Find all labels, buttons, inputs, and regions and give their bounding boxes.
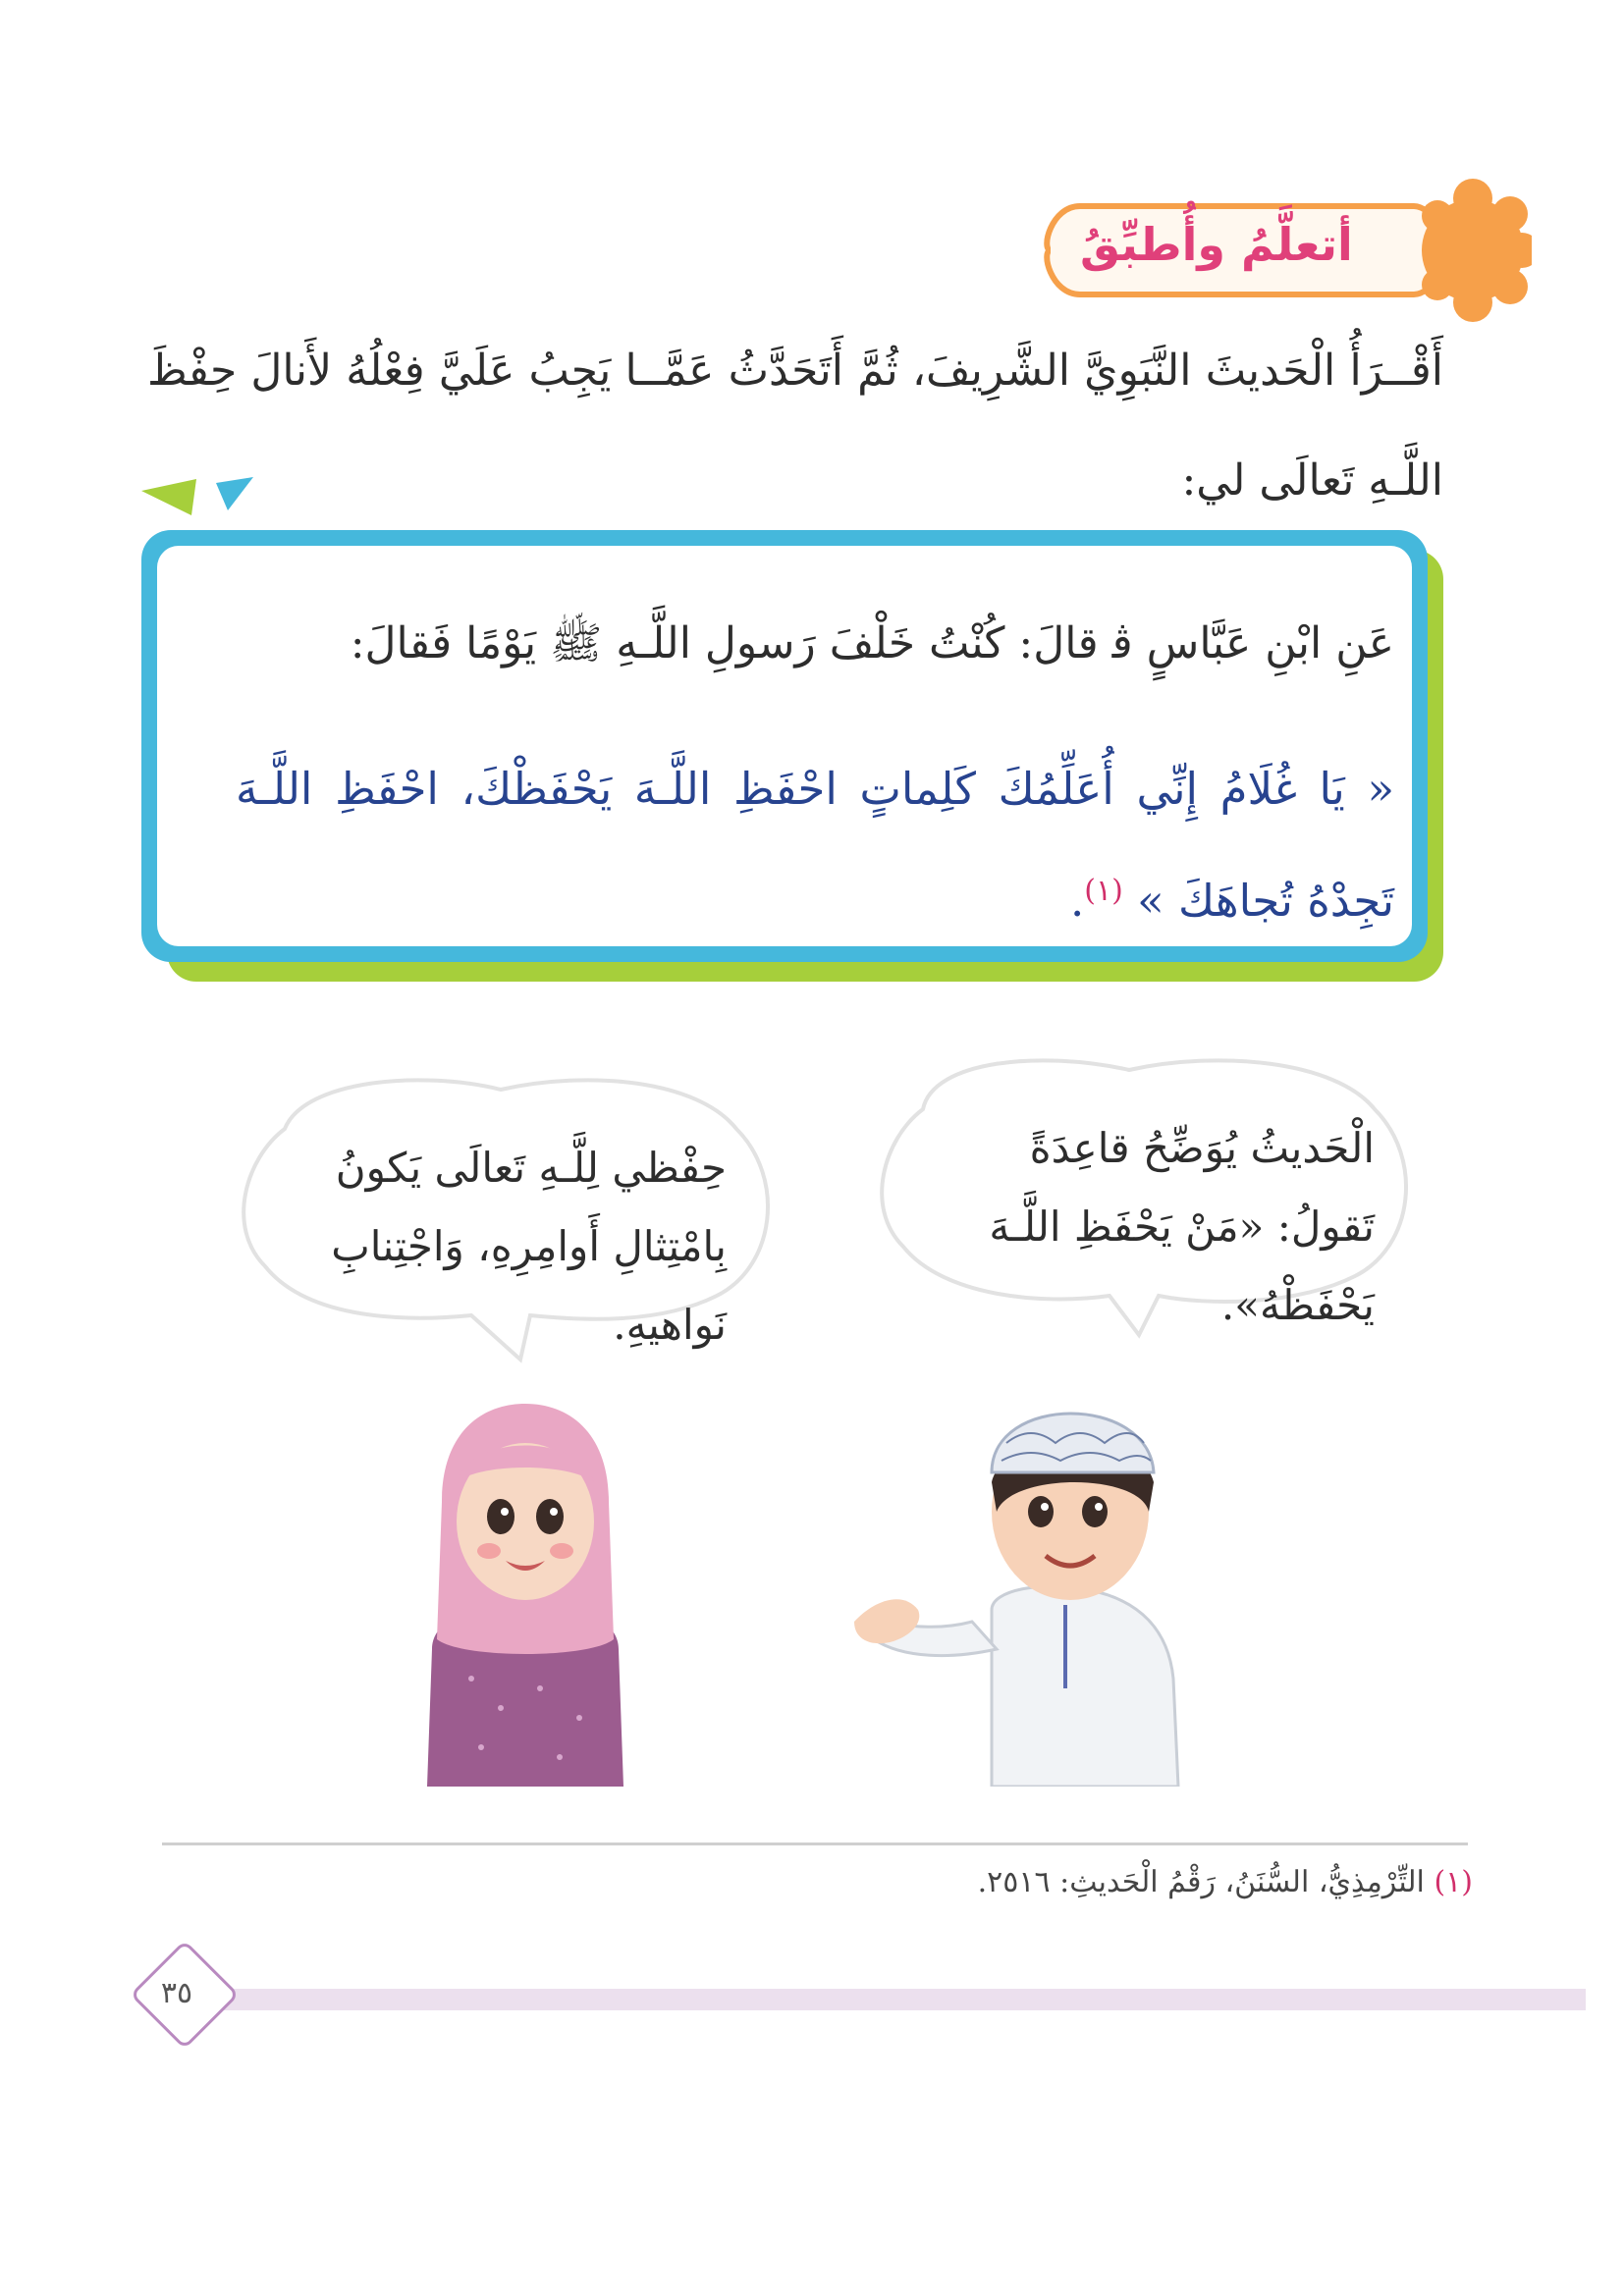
hadith-end-mark: . <box>1069 875 1085 927</box>
blue-flag-decoration <box>216 477 253 510</box>
hadith-text <box>236 738 1394 952</box>
footnote-source: التِّرْمِذِيُّ، السُّنَنُ، رَقْمُ الْحَديثِ: ٢٥١٦. <box>977 1865 1425 1899</box>
boy-speech-text: الْحَديثُ يُوَضِّحُ قاعِدَةً تَقولُ: «مَنْ يَحْفَظِ اللَّـهَ يَحْفَظْهُ». <box>989 1124 1375 1329</box>
page-number: ٣٥ <box>160 1975 193 2010</box>
footnote-number: (١) <box>1434 1865 1473 1899</box>
girl-illustration <box>412 1394 638 1787</box>
hadith-quote: « يَا غُلَامُ إِنِّي أُعَلِّمُكَ كَلِماتٍ احْفَظِ اللَّـهَ يَحْفَظْكَ، احْفَظِ اللَّـهَ تَجِدْهُ تُجاهَكَ » <box>236 763 1394 927</box>
girl-speech-text: حِفْظي لِلَّـهِ تَعالَى يَكونُ بِامْتِثالِ أَوامِرِهِ، وَاجْتِنابِ نَواهيهِ. <box>331 1144 727 1349</box>
instruction-text: أَقْــرَأُ الْحَديثَ النَّبَوِيَّ الشَّرِيفَ، ثُمَّ أَتَحَدَّثُ عَمَّــا يَجِبُ عَلَيَّ فِعْلُهُ لأَنالَ حِفْظَ اللَّـهِ تَعالَى لي: <box>147 346 1443 506</box>
footnote-divider <box>162 1842 1468 1845</box>
hadith-narration: عَنِ ابْنِ عَبَّاسٍ ﭬ قالَ: كُنْتُ خَلْفَ رَسولِ اللَّـهِ ﷺ يَوْمًا فَقالَ: <box>350 618 1394 668</box>
footnote-marker: (١) <box>1084 874 1123 908</box>
page-footer-bar <box>196 1989 1586 2010</box>
boy-illustration <box>844 1364 1237 1787</box>
orange-flower-icon <box>1422 179 1532 322</box>
green-flag-decoration <box>141 479 196 515</box>
section-title: أتعلَّمُ وأُطبِّقُ <box>1080 218 1353 271</box>
footnote <box>589 1865 1473 1899</box>
